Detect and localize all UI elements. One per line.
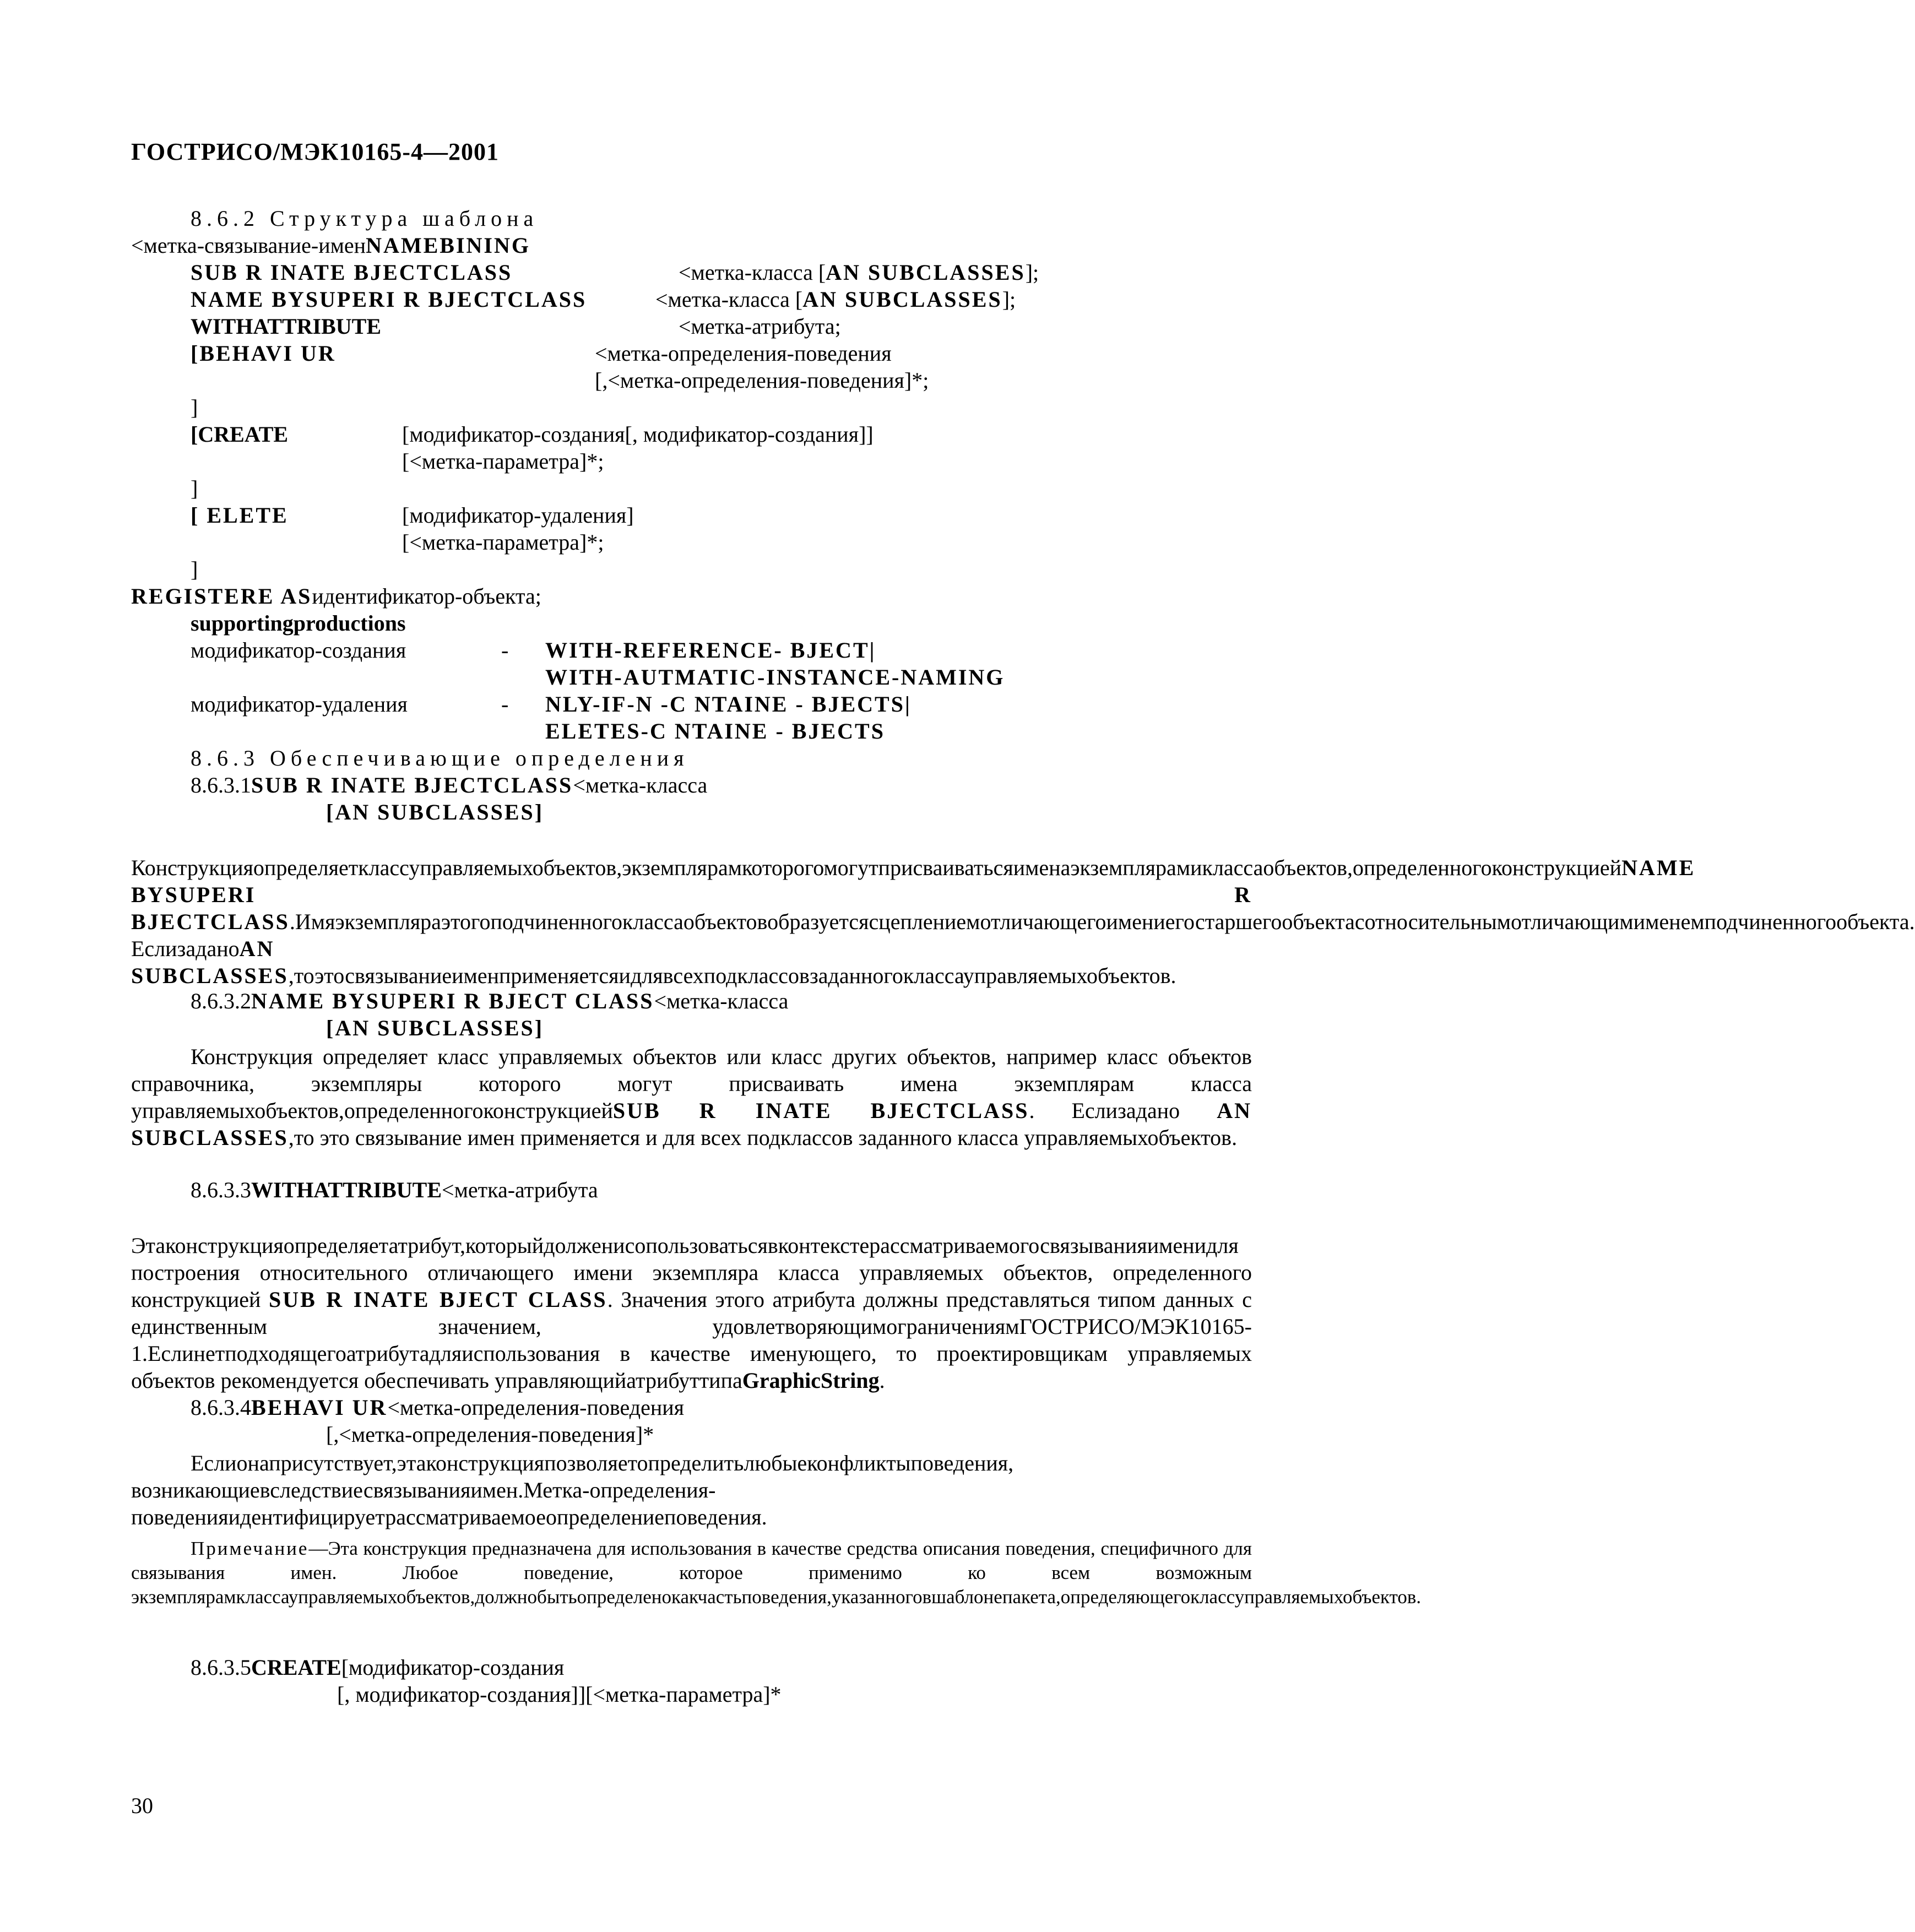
value-delete-1: [модификатор-удаления] — [402, 503, 634, 528]
subsection-heading-8-6-3-4-line2: [,<метка-определения-поведения]* — [326, 1422, 654, 1447]
label-delete-modifier: модификатор-удаления — [191, 692, 408, 717]
subsection-heading-8-6-3-2: 8.6.3.2NAME BYSUPERI R BJECT CLASS<метка-класса — [191, 989, 789, 1013]
supporting-productions: supportingproductions — [191, 611, 406, 636]
subsection-heading-8-6-3-2-line2: [AN SUBCLASSES] — [326, 1016, 544, 1040]
dash-1: - — [501, 638, 509, 663]
subsection-heading-8-6-3-5: 8.6.3.5CREATE[модификатор-создания — [191, 1655, 565, 1680]
note-label: Примечание — [191, 1538, 309, 1559]
subsection-heading-8-6-3-1-line2: [AN SUBCLASSES] — [326, 800, 544, 824]
paragraph-8-6-3-2: Конструкция определяет класс управляемых объектов или класс других объектов, например класс объектов справочника, экземпляры которого могут присваивать имена экземплярам класса управляемыхобъектов,определенногоконструкциейSUB R INATE BJECTCLASS. Еслизадано AN SUBCLASSES,то это связывание имен применяется и для всех подклассов заданного класса управляемыхобъектов. — [131, 1044, 1252, 1150]
section-heading-8-6-3: 8.6.3 Обеспечивающие определения — [191, 746, 689, 770]
keyword-subordinate-object-class: SUB R INATE BJECTCLASS — [191, 260, 513, 285]
value-behaviour-2: [,<метка-определения-поведения]*; — [595, 368, 929, 393]
value-create-modifier-1: WITH-REFERENCE- BJECT| — [545, 638, 876, 663]
value-with-attribute: <метка-атрибута; — [679, 314, 841, 339]
value-delete-modifier-1: NLY-IF-N -C NTAINE - BJECTS| — [545, 692, 912, 717]
page-number: 30 — [131, 1793, 153, 1818]
keyword-create: [CREATE — [191, 422, 289, 447]
subsection-heading-8-6-3-3: 8.6.3.3WITHATTRIBUTE<метка-атрибута — [191, 1177, 598, 1202]
template-line-name-binding — [131, 232, 530, 259]
document-header: ГОСТРИСО/МЭК10165-4—2001 — [131, 138, 500, 165]
note-paragraph: Примечание—Эта конструкция предназначена для использования в качестве средства описания поведения, специфичного для связывания имен. Любое поведение, которое применимо ко всем возможным экземплярамклассауправляемыхобъектов,должнобытьопределенокакчастьповедения,указанноговшаблонепакета,определяющегоклассуправляемыхобъектов. — [131, 1538, 1422, 1608]
bracket-close-2: ] — [191, 476, 198, 501]
paragraph-8-6-3-1: Конструкцияопределяетклассуправляемыхобъектов,экземплярамкоторогомогутприсваиватьсяименаэкземплярамиклассаобъектов,определенногоконструкциейNAME BYSUPERI R BJECTCLASS.Имяэкземпляраэтогоподчиненногоклассаобъектовобразуетсясцеплениемотличающегоимениегостаршегообъектасотносительнымотличающимименемподчиненногообъекта. ЕслизаданоAN SUBCLASSES,тоэтосвязываниеименприменяетсяидлявсехподклассовзаданногоклассауправляемыхобъектов. — [131, 855, 1915, 988]
value-named-by-superior: <метка-класса [AN SUBCLASSES]; — [655, 287, 1016, 312]
template-line-registered-as: REGISTERE ASидентификатор-объекта; — [131, 584, 541, 609]
value-delete-2: [<метка-параметра]*; — [402, 530, 604, 555]
keyword-delete: [ ELETE — [191, 503, 289, 528]
keyword-named-by-superior: NAME BYSUPERI R BJECTCLASS — [191, 287, 587, 312]
value-behaviour-1: <метка-определения-поведения — [595, 341, 892, 366]
value-create-modifier-2: WITH-AUTMATIC-INSTANCE-NAMING — [545, 665, 1005, 690]
subsection-heading-8-6-3-5-line2: [, модификатор-создания]][<метка-параметра]* — [337, 1682, 782, 1707]
value-create-1: [модификатор-создания[, модификатор-создания]] — [402, 422, 874, 447]
paragraph-8-6-3-4: Еслионаприсутствует,этаконструкцияпозволяетопределитьлюбыеконфликтыповедения, возникающиевследствиесвязыванияимен.Метка-определения-поведенияидентифицируетрассматриваемоеопределениеповедения. — [131, 1451, 1014, 1529]
keyword-namebinding: NAMEBINING — [366, 233, 530, 258]
bracket-close-1: ] — [191, 395, 198, 420]
subsection-heading-8-6-3-4: 8.6.3.4BEHAVI UR<метка-определения-поведения — [191, 1395, 685, 1420]
keyword-behaviour: [BEHAVI UR — [191, 341, 336, 366]
section-heading-8-6-2: 8.6.2 Структура шаблона — [191, 206, 539, 231]
bracket-close-3: ] — [191, 557, 198, 582]
value-delete-modifier-2: ELETES-C NTAINE - BJECTS — [545, 719, 885, 744]
label-create-modifier: модификатор-создания — [191, 638, 406, 663]
paragraph-8-6-3-3: Этаконструкцияопределяетатрибут,которыйдолженисопользоватьсявконтекстерассматриваемогосвязыванияименидля построения относительного отличающего имени экземпляра класса управляемых объектов, определенного конструкцией SUB R INATE BJECT CLASS. Значения этого атрибута должны представляться типом данных с единственным значением, удовлетворяющимограничениямГОСТРИСО/МЭК10165-1.Еслинетподходящегоатрибутадляиспользования в качестве именующего, то проектировщикам управляемых объектов рекомендуется обеспечивать управляющийатрибуттипаGraphicString. — [131, 1233, 1252, 1393]
keyword-with-attribute: WITHATTRIBUTE — [191, 314, 382, 339]
dash-2: - — [501, 692, 509, 717]
value-create-2: [<метка-параметра]*; — [402, 449, 604, 474]
value-subordinate-object-class: <метка-класса [AN SUBCLASSES]; — [679, 260, 1039, 285]
template-label: <метка-связывание-имен — [131, 233, 366, 258]
subsection-heading-8-6-3-1: 8.6.3.1SUB R INATE BJECTCLASS<метка-класса — [191, 773, 708, 797]
